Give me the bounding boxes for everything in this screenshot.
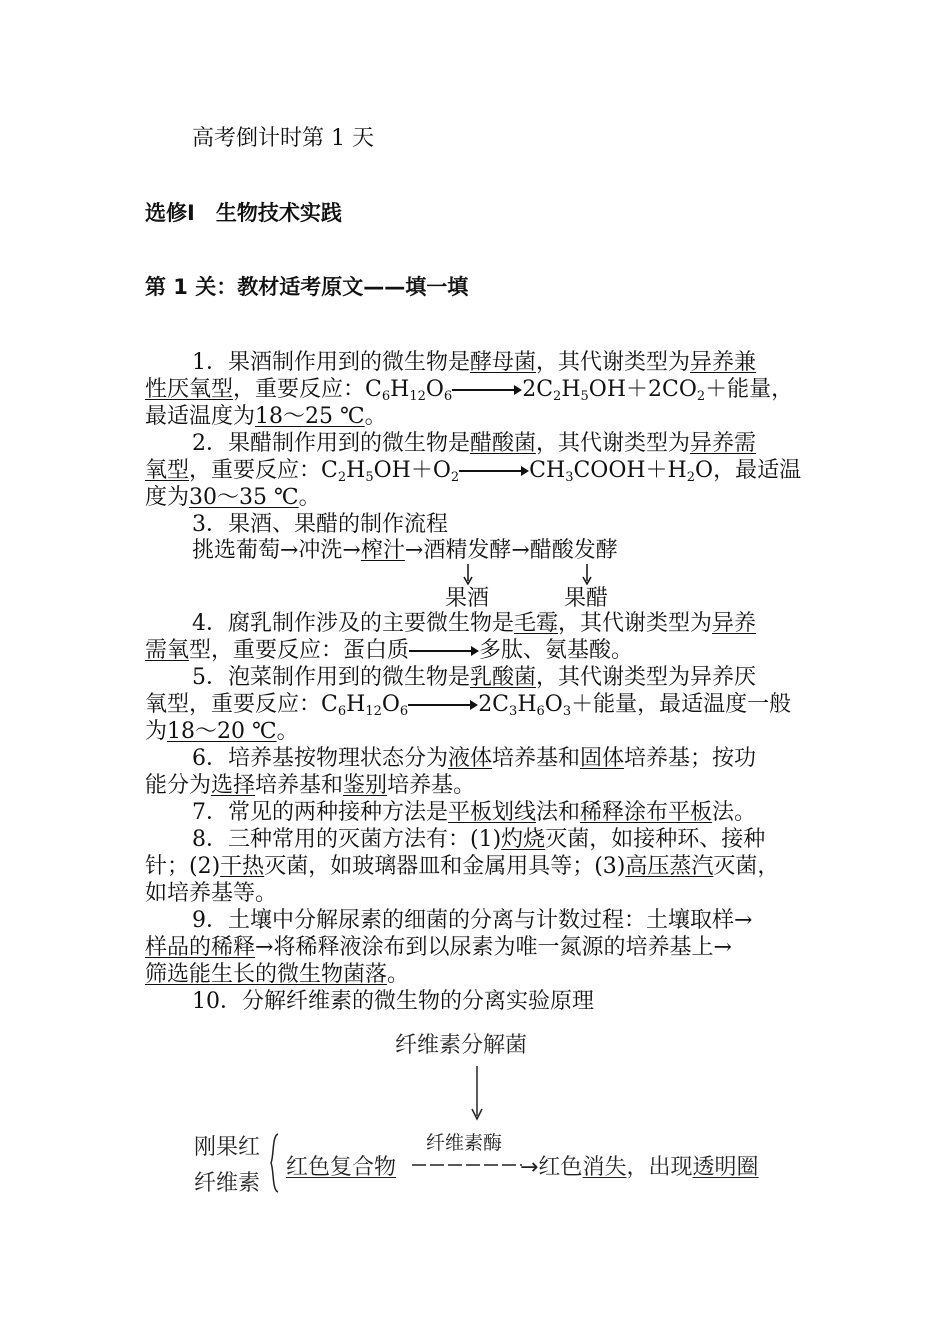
reaction-arrow-icon	[408, 696, 478, 714]
item-8-line-1: 8．三种常用的灭菌方法有：(1)灼烧灭菌，如接种环、接种	[192, 827, 766, 852]
answer-blank: 乳酸菌	[470, 665, 537, 690]
answer-blank: 需氧	[145, 638, 190, 663]
item-5-line-1: 5．泡菜制作用到的微生物是乳酸菌，其代谢类型为异养厌	[192, 665, 757, 690]
answer-blank: 酵母菌	[470, 350, 537, 375]
answer-blank: 异养	[712, 611, 757, 636]
answer-blank: 固体	[580, 746, 625, 771]
item-1-line-3: 最适温度为18～25 ℃。	[145, 404, 387, 429]
down-arrow-icon	[462, 564, 474, 586]
item-9-line-2: 样品的稀释→将稀释液涂布到以尿素为唯一氮源的培养基上→	[145, 935, 732, 960]
item-5-line-3: 为18～20 ℃。	[145, 719, 299, 744]
down-arrow-icon	[470, 1066, 484, 1122]
item-9-line-3: 筛选能生长的微生物菌落。	[145, 962, 410, 987]
diagram-enzyme: 纤维素酶	[426, 1132, 503, 1154]
answer-blank: 鉴别	[343, 773, 388, 798]
item-2-line-2: 氧型，重要反应：$C_2H_5OH+O_2$ $CH_3COOH+H_2O$，最适温	[145, 458, 802, 485]
answer-blank: 氧型	[145, 458, 190, 483]
answer-blank: 选择	[211, 773, 256, 798]
answer-blank: 性厌氧型	[145, 377, 234, 402]
part-title: 第 1 关：教材适考原文——填一填	[145, 275, 469, 299]
item-9-line-1: 9．土壤中分解尿素的细菌的分离与计数过程：土壤取样→	[192, 908, 753, 933]
answer-blank: 筛选能生长的微生物菌落	[145, 962, 388, 987]
item-4-line-1: 4．腐乳制作涉及的主要微生物是毛霉，其代谢类型为异养	[192, 611, 757, 636]
answer-blank: 30～35 ℃	[189, 485, 299, 510]
item-6-line-2: 能分为选择培养基和鉴别培养基。	[145, 773, 476, 798]
answer-blank: 灼烧	[501, 827, 546, 852]
section-title: 选修Ⅰ 生物技术实践	[145, 201, 342, 225]
diagram-red-complex: 红色复合物	[286, 1155, 397, 1180]
item-6-line-1: 6．培养基按物理状态分为液体培养基和固体培养基；按功	[192, 746, 757, 771]
answer-blank: 18～25 ℃	[255, 404, 365, 429]
answer-blank: 消失	[582, 1155, 627, 1180]
answer-blank: 高压蒸汽	[625, 854, 714, 879]
answer-blank: 稀释涂布平板	[580, 800, 713, 825]
answer-blank: 透明圈	[692, 1155, 759, 1180]
answer-blank: 样品的稀释	[145, 935, 256, 960]
process-flow: 挑选葡萄→冲洗→榨汁→酒精发酵→醋酸发酵	[192, 538, 618, 563]
reaction-arrow-icon	[409, 642, 479, 660]
reaction-arrow-icon	[459, 462, 529, 480]
product-vinegar: 果醋	[564, 586, 609, 611]
diagram-cellulose: 纤维素	[194, 1171, 261, 1196]
diagram-top-label: 纤维素分解菌	[395, 1033, 528, 1058]
item-3-title: 3．果酒、果醋的制作流程	[192, 512, 448, 537]
answer-blank: 18～20 ℃	[167, 719, 277, 744]
item-5-line-2: 氧型，重要反应：$C_6H_{12}O_6$ $2C_3H_6O_3+$能量，最适温度一般	[145, 692, 792, 719]
cellulose-separation-diagram	[190, 1020, 780, 1210]
item-10-title: 10．分解纤维素的微生物的分离实验原理	[192, 989, 594, 1014]
item-1-line-1: 1．果酒制作用到的微生物是酵母菌，其代谢类型为异养兼	[192, 350, 757, 375]
answer-blank: 干热	[220, 854, 265, 879]
down-arrow-icon	[581, 564, 593, 586]
countdown-header: 高考倒计时第 1 天	[192, 126, 374, 151]
item-8-line-2: 针；(2)干热灭菌，如玻璃器皿和金属用具等；(3)高压蒸汽灭菌，	[145, 854, 780, 879]
answer-blank: 榨汁	[360, 538, 405, 563]
item-1-line-2: 性厌氧型，重要反应：$C_6H_{12}O_6$ $2C_2H_5OH+2CO_2+$能量，	[145, 377, 794, 404]
answer-blank: 平板划线	[448, 800, 537, 825]
answer-blank: 液体	[448, 746, 493, 771]
diagram-result: →红色消失，出现透明圈	[520, 1155, 759, 1180]
item-2-line-3: 度为30～35 ℃。	[145, 485, 321, 510]
product-wine: 果酒	[445, 586, 490, 611]
answer-blank: 毛霉	[514, 611, 559, 636]
item-8-line-3: 如培养基等。	[145, 881, 278, 906]
item-7-line-1: 7．常见的两种接种方法是平板划线法和稀释涂布平板法。	[192, 800, 757, 825]
answer-blank: 异养兼	[690, 350, 757, 375]
reaction-arrow-icon	[452, 381, 522, 399]
item-4-line-2: 需氧型，重要反应：蛋白质 多肽、氨基酸。	[145, 638, 634, 663]
brace-icon	[268, 1132, 282, 1194]
item-2-line-1: 2．果醋制作用到的微生物是醋酸菌，其代谢类型为异养需	[192, 431, 757, 456]
dashed-arrow-icon	[412, 1158, 522, 1172]
diagram-congo-red: 刚果红	[194, 1135, 261, 1160]
answer-blank: 醋酸菌	[470, 431, 537, 456]
answer-blank: 异养需	[690, 431, 757, 456]
